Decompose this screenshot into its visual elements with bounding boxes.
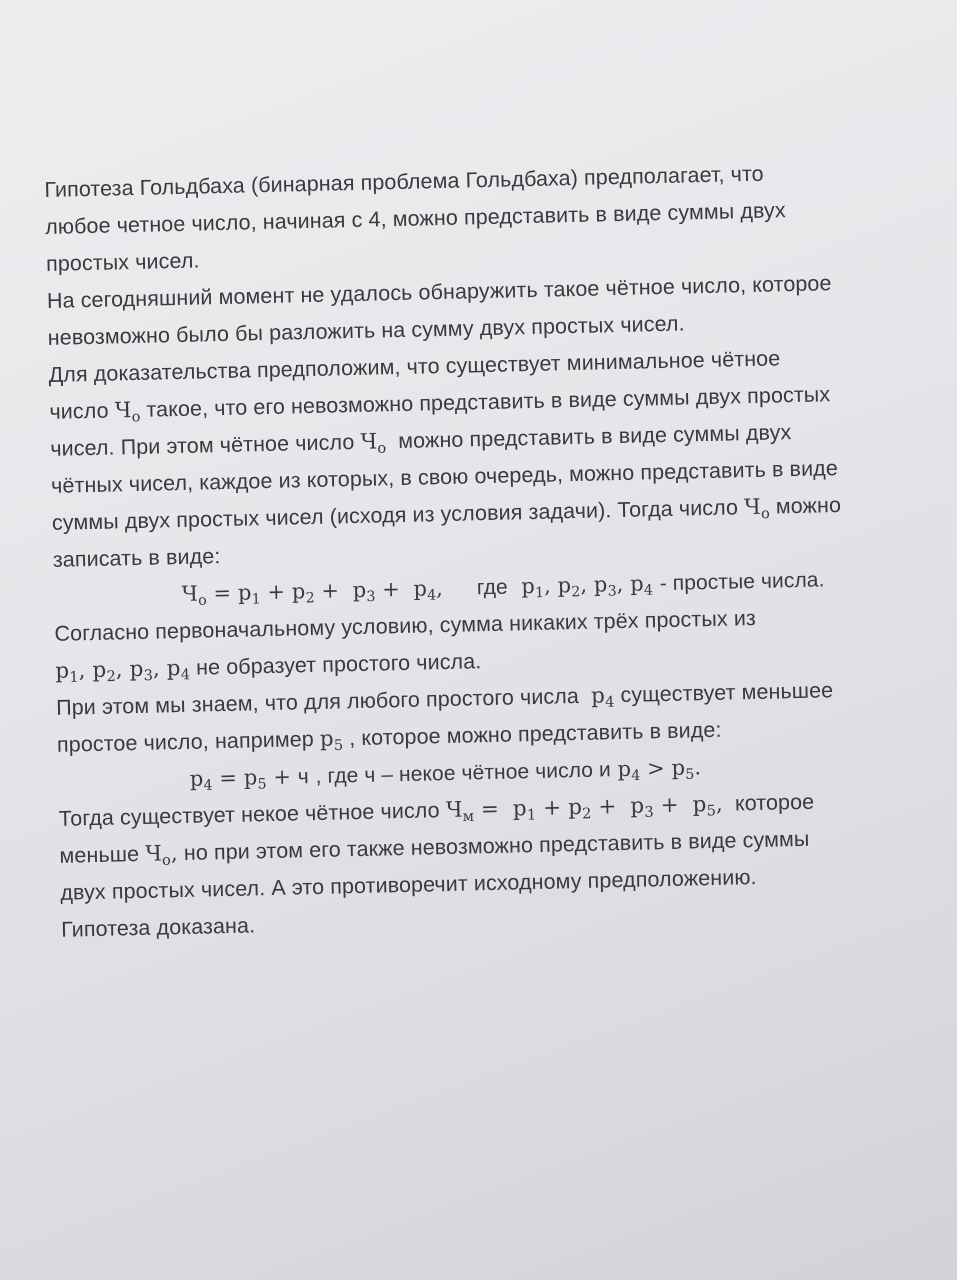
text-span: простых чисел. xyxy=(45,248,200,276)
formula-primes: $p_1$, $p_2$, $p_3$, $p_4$ xyxy=(521,571,654,602)
text-span: но при этом его также невозможно представить в виде суммы xyxy=(183,826,810,865)
text-span: можно представить в виде суммы двух xyxy=(397,420,792,454)
document-text xyxy=(44,152,931,949)
text-span: не образует простого числа. xyxy=(195,649,482,680)
text-span: суммы двух простых чисел (исходя из условия задачи). Тогда число xyxy=(51,495,739,535)
text-span: где xyxy=(476,575,509,600)
formula-p4: $p_4 = p_5 + ч$ xyxy=(189,764,310,794)
text-span: При этом мы знаем, что для любого простого числа xyxy=(55,684,580,720)
text-span: простое число, например xyxy=(56,727,315,757)
math-ch-o: $Ч_о$ xyxy=(743,494,771,523)
math-ch-o: $Ч_о$ xyxy=(114,398,141,426)
math-ch-o: $Ч_о$, xyxy=(144,841,179,869)
text-span: , которое можно представить в виде: xyxy=(348,717,722,751)
formula-ineq: $p_4 > p_5$. xyxy=(617,755,702,785)
text-span: чисел. При этом чётное число xyxy=(50,430,355,461)
text-span: число xyxy=(49,398,109,424)
math-ch-m-sum: $Ч_м = p_1 + p_2 + p_3 + p_5$, xyxy=(445,791,724,826)
text-span: двух простых чисел. А это противоречит исходному предположению. xyxy=(60,865,757,905)
text-span: любое четное число, начиная с 4, можно представить в виде суммы двух xyxy=(44,198,786,239)
text-span: - простые числа. xyxy=(659,568,825,596)
text-span: , где ч – некое чётное число и xyxy=(315,758,612,788)
text-span: Гипотеза Гольдбаха (бинарная проблема Гольдбаха) предполагает, что xyxy=(44,161,764,202)
math-p4: $p_4$ xyxy=(590,683,615,711)
text-span: записать в виде: xyxy=(52,544,221,572)
text-span: Гипотеза доказана. xyxy=(60,913,256,942)
text-span: Согласно первоначальному условию, сумма никаких трёх простых из xyxy=(54,605,757,646)
text-span: чётных чисел, каждое из которых, в свою очередь, можно представить в виде xyxy=(50,456,839,498)
text-span: Тогда существует некое чётное число xyxy=(58,798,440,831)
text-span: меньше xyxy=(59,842,140,868)
text-span: невозможно было бы разложить на сумму двух простых чисел. xyxy=(47,311,685,350)
text-span: На сегодняшний момент не удалось обнаружить такое чётное число, которое xyxy=(46,271,832,313)
formula-sum: $Ч_о = p_1 + p_2 + p_3 + p_4$, xyxy=(181,576,444,609)
text-span: такое, что его невозможно представить в виде суммы двух простых xyxy=(146,382,831,422)
text-span: можно xyxy=(775,493,842,519)
text-span: которое xyxy=(734,789,815,816)
text-span: существует меньшее xyxy=(620,678,834,708)
math-ch-o: $Ч_о$ xyxy=(360,429,387,457)
math-primes: $p_1$, $p_2$, $p_3$, $p_4$ xyxy=(55,656,191,686)
text-span: Для доказательства предположим, что существует минимальное чётное xyxy=(48,346,781,387)
math-p5: $p_5$ xyxy=(319,726,344,754)
